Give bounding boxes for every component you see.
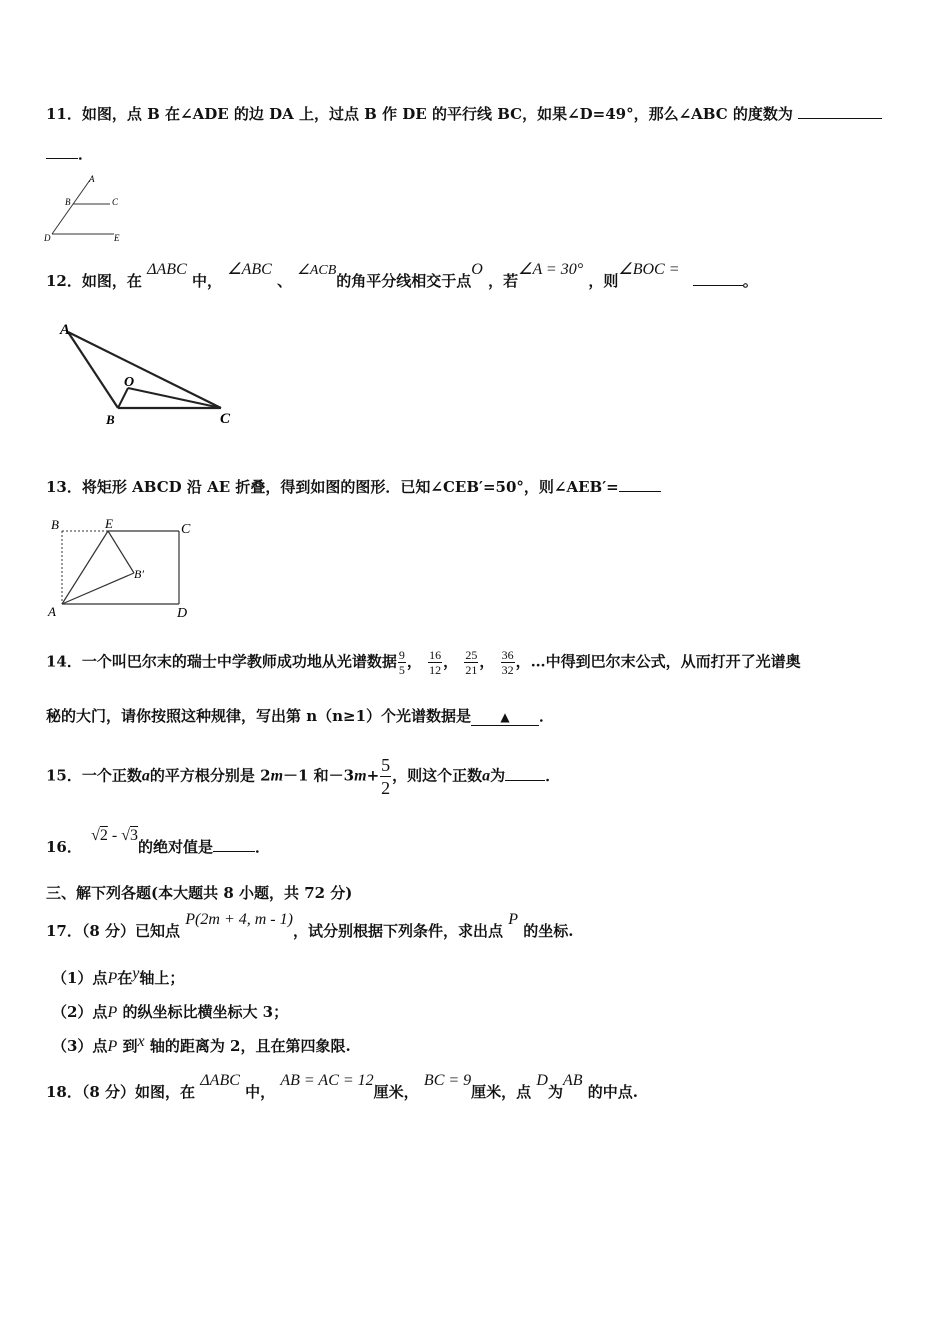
q14-sep-1: ， [406,652,422,671]
q12-number: 12． [46,272,82,290]
q15-text-3: －1 和－3 [283,766,355,785]
q17-s2-text-a: （2）点 [52,1003,108,1021]
q14-fraction-4 [501,648,515,677]
q14-answer-blank[interactable] [471,707,539,726]
q12-text-6: ，则 [588,272,619,290]
q14-frac4-num: 36 [501,648,514,662]
q14-line-2: 秘的大门，请你按照这种规律，写出第 n（n≥1）个光谱数据是 [46,707,472,725]
q12-text-1: 如图，在 [81,272,142,290]
q17-subquestion-1 [52,967,184,988]
q18-text-1: （8 分）如图，在 [81,1083,196,1101]
q16-expression [91,827,138,844]
q12-angle-abc: ∠ABC [227,261,272,278]
question-12 [46,261,758,291]
q13-line-ab [62,573,134,604]
q12-figure [56,318,246,430]
q11-figure [40,172,130,244]
q12-label-b: B [106,412,115,427]
q18-triangle-abc: ΔABC [200,1072,240,1089]
q11-label-d: D [44,233,51,243]
q15-frac-num: 5 [381,755,391,775]
q12-side-ac [68,332,221,408]
q17-text-3: 的坐标. [523,922,574,940]
q17-s3-text-a: （3）点 [52,1037,108,1055]
q15-number: 15． [46,766,82,785]
q12-angle-acb: ∠ACB [297,263,337,278]
q16-radicand-2: 3 [130,827,138,844]
q18-text-4: 厘米，点 [471,1083,532,1101]
q12-text-2: 中， [191,272,222,290]
section-heading [46,882,352,903]
q14-frac4-den: 32 [501,663,514,677]
q13-line-eb [108,531,134,573]
q11-label-c: C [112,197,119,207]
q15-text-5: ，则这个正数 [392,766,483,785]
q13-label-a: A [48,604,56,619]
q14-fraction-1 [398,648,406,677]
q15-fraction [380,754,391,799]
q18-text-6: 的中点. [587,1083,639,1101]
q17-s1-y: y [132,965,140,982]
q17-s1-text-a: （1）点 [52,969,108,987]
q12-text-5: ，若 [488,272,519,290]
q18-bc: BC = 9 [423,1072,472,1089]
q12-angle-a-value: ∠A = 30° [518,261,584,278]
q11-line-da [52,180,90,234]
q13-figure [44,515,204,621]
q14-triangle-mark: ▲ [500,710,510,724]
q17-s3-text-b: 到 [122,1037,138,1055]
q12-label-a: A [60,322,71,338]
q11-label-a: A [89,174,95,184]
q13-label-e: E [105,516,113,531]
q16-answer-blank[interactable] [213,851,255,852]
q14-frac1-den: 5 [398,663,405,677]
q17-text-2: ，试分别根据下列条件，求出点 [292,922,503,940]
q14-text-2: ，…中得到巴尔末公式，从而打开了光谱奥 [515,652,801,671]
q15-text-6: 为 [490,766,506,785]
q12-line-oc [128,388,221,408]
q17-s2-p: P [107,1004,118,1021]
q15-text-4: + [366,766,380,785]
q11-label-e: E [114,233,120,243]
q13-label-d: D [177,606,188,621]
q18-segment-ab: AB [563,1072,583,1089]
q11-text: 如图，点 B 在∠ADE 的边 DA 上，过点 B 作 DE 的平行线 BC，如果∠D=49°，那么∠ABC 的度数为 [81,105,793,123]
q14-frac3-num: 25 [465,648,478,662]
q14-fraction-3 [464,648,478,677]
q16-radicand-1: 2 [99,827,108,844]
q12-line-bo [118,388,128,408]
q17-subquestion-3 [52,1035,351,1056]
q18-text-2: 中， [245,1083,276,1101]
q14-frac2-den: 12 [429,663,442,677]
q17-subquestion-2 [52,1001,288,1022]
q16-minus: - [111,827,118,844]
q15-text-2: 的平方根分别是 2 [149,766,271,785]
q14-end: ． [539,707,555,725]
q14-text-1: 一个叫巴尔末的瑞士中学教师成功地从光谱数据 [81,652,397,671]
q13-fold-ae [62,531,108,604]
q15-var-m: m [270,767,284,785]
q17-s3-x: x [137,1033,145,1050]
q15-var-a: a [141,767,150,785]
q13-answer-blank[interactable] [619,491,661,492]
q17-s1-text-b: 在 [117,969,133,987]
q15-var-a2: a [482,767,491,785]
q15-answer-blank[interactable] [505,780,545,781]
q17-s1-text-c: 轴上； [139,969,185,987]
q18-point-d: D [536,1072,548,1089]
q14-sep-3: ， [479,652,495,671]
q14-number: 14． [46,652,82,671]
question-17 [46,911,574,941]
q17-text-1: （8 分）已知点 [81,922,181,940]
q12-angle-boc: ∠BOC = [618,261,680,278]
q14-fraction-2 [428,648,442,677]
question-18 [46,1072,639,1102]
q16-sqrt-sign-1: √ [91,827,100,844]
q13-label-b: B [51,517,59,532]
q16-number: 16． [46,838,82,856]
q14-frac1-num: 9 [398,648,405,662]
q12-text-3: 、 [277,272,293,290]
q12-answer-blank[interactable] [693,285,743,286]
q12-end: 。 [742,272,758,290]
q14-frac3-den: 21 [465,663,478,677]
question-11-cont [46,143,93,164]
q15-end: ． [545,766,561,785]
question-15 [46,754,560,799]
q12-text-4: 的角平分线相交于点 [336,272,472,290]
q11-label-b: B [65,197,71,207]
q14-frac2-num: 16 [429,648,442,662]
q11-answer-blank[interactable] [798,118,882,119]
q16-end: ． [255,838,271,856]
q12-label-c: C [220,411,231,427]
q14-sep-2: ， [443,652,459,671]
q17-number: 17． [46,922,82,940]
question-11 [46,103,882,124]
q15-var-m2: m [354,767,367,785]
q12-point-o: O [471,261,483,278]
q18-ab-ac: AB = AC = 12 [280,1072,374,1089]
q12-triangle-abc: ΔABC [147,261,187,278]
q16-sqrt-sign-2: √ [121,827,130,844]
q13-text: 将矩形 ABCD 沿 AE 折叠，得到如图的图形．已知∠CEB′=50°，则∠AEB′= [81,478,619,496]
q16-text: 的绝对值是 [138,838,214,856]
q11-answer-blank-cont[interactable] [46,158,78,159]
q17-s2-text-b: 的纵坐标比横坐标大 3； [122,1003,289,1021]
q13-number: 13． [46,478,82,496]
question-14-cont [46,705,554,726]
q12-label-o: O [124,375,135,390]
q17-s3-text-c: 轴的距离为 2，且在第四象限. [149,1037,351,1055]
q17-s3-p: P [107,1038,118,1055]
section-title: 三、解下列各题(本大题共 8 小题，共 72 分) [46,884,353,902]
q11-number: 11． [46,105,82,123]
q18-number: 18． [46,1083,82,1101]
q18-text-5: 为 [547,1083,563,1101]
q13-label-b-prime: B′ [134,567,144,581]
question-13 [46,476,661,497]
q15-text-1: 一个正数 [81,766,142,785]
question-14 [46,648,801,677]
q17-point-p-coords: P(2m + 4, m - 1) [185,911,293,928]
q11-end: ． [78,145,94,163]
q13-label-c: C [181,522,191,537]
question-16 [46,827,271,857]
q17-point-p: P [508,911,518,928]
q18-text-3: 厘米， [373,1083,419,1101]
q17-s1-p: P [107,970,118,987]
q15-frac-den: 2 [381,778,391,798]
